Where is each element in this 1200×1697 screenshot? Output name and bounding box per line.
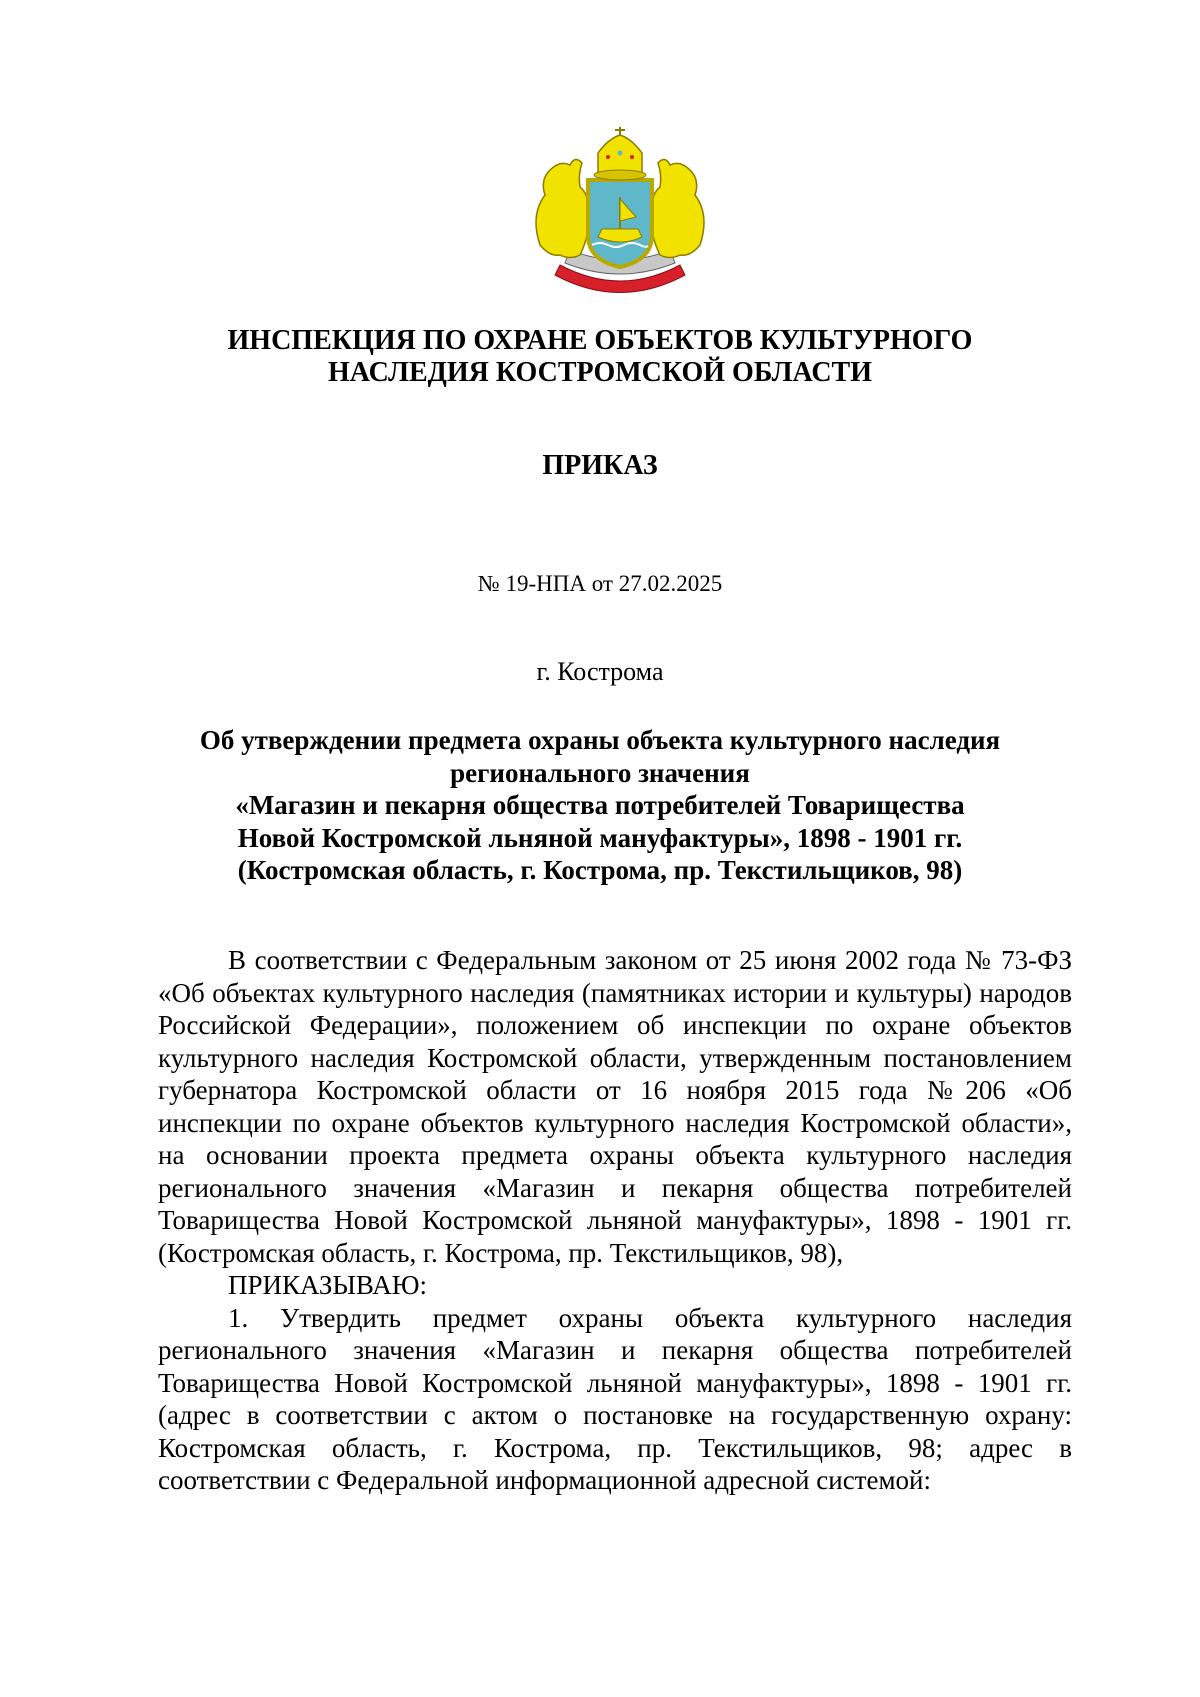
document-type: ПРИКАЗ: [542, 450, 658, 481]
document-city: г. Кострома: [536, 657, 664, 686]
subject-line-3: «Магазин и пекарня общества потребителей Товарищества: [235, 790, 965, 820]
coat-of-arms-icon: [520, 125, 720, 300]
document-number: № 19-НПА от 27.02.2025: [477, 571, 723, 596]
coat-of-arms-graphic: [520, 125, 720, 300]
organization-title-line-2: НАСЛЕДИЯ КОСТРОМСКОЙ ОБЛАСТИ: [327, 357, 873, 388]
document-body: [158, 944, 1072, 1497]
order-word: ПРИКАЗЫВАЮ:: [228, 1270, 427, 1300]
subject-line-4: Новой Костромской льняной мануфактуры», 1898 - 1901 гг.: [237, 822, 963, 853]
organization-title-line-1: ИНСПЕКЦИЯ ПО ОХРАНЕ ОБЪЕКТОВ КУЛЬТУРНОГО: [227, 325, 973, 356]
subject-line-2: регионального значения: [450, 757, 750, 788]
subject-line-1: Об утверждении предмета охраны объекта культурного наследия: [199, 725, 1001, 755]
document-subject: [150, 724, 1050, 887]
preamble-paragraph: В соответствии с Федеральным законом от 25 июня 2002 года № 73-ФЗ «Об объектах культурного наследия (памятниках истории и культуры) народов Российской Федерации», положением об инспекции по охране объектов культурного наследия Костромской области, утвержденным постановлением губернатора Костромской области от 16 ноября 2015 года №206 «Об инспекции по охране объектов культурного наследия Костромской области», на основании проекта предмета охраны объекта культурного наследия регионального значения «Магазин и пекарня общества потребителей Товарищества Новой Костромской льняной мануфактуры», 1898 - 1901 гг. (Костромская область, г. Кострома, пр. Текстильщиков, 98),: [158, 945, 1072, 1268]
order-item-1: 1. Утвердить предмет охраны объекта культурного наследия регионального значения «Магазин и пекарня общества потребителей Товарищества Новой Костромской льняной мануфактуры», 1898 - 1901 гг. (адрес в соответствии с актом о постановке на государственную охрану: Костромская область, г. Кострома, пр. Текстильщиков, 98; адрес в соответствии с Федеральной информационной адресной системой:: [158, 1302, 1072, 1495]
organization-title: [150, 325, 1050, 389]
subject-line-5: (Костромская область, г. Кострома, пр. Текстильщиков, 98): [237, 855, 963, 885]
